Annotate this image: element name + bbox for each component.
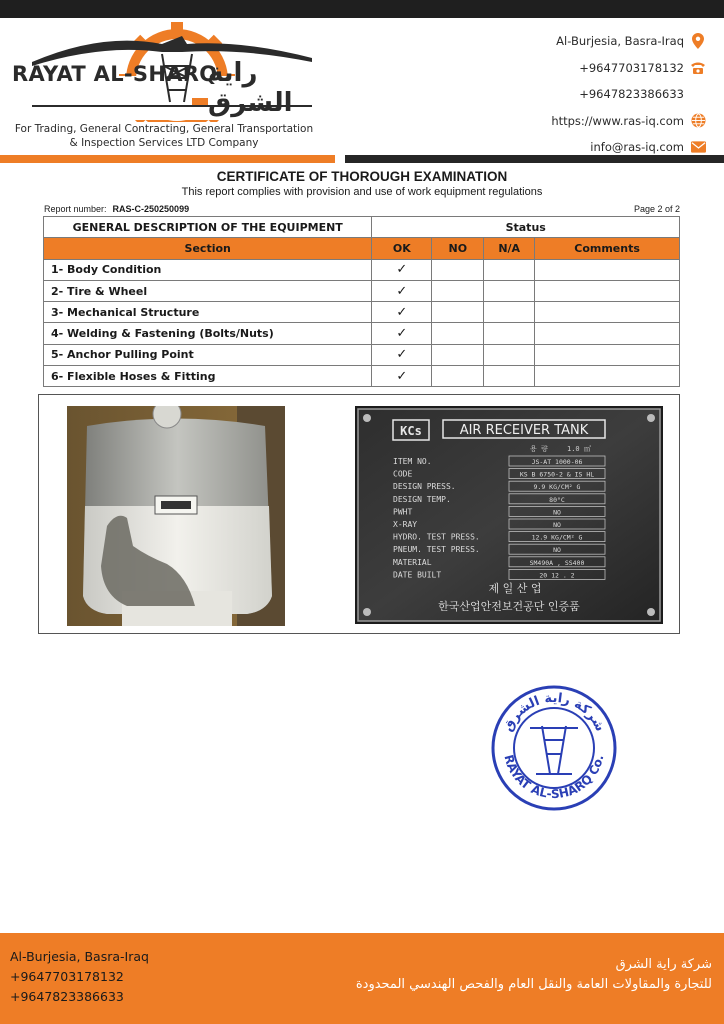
status-header: Status (372, 217, 680, 238)
nameplate-field-label: PWHT (393, 507, 413, 517)
maker-korean: 제 일 산 업 (488, 582, 542, 595)
seal-text-en: RAYAT AL-SHARQ Co. (501, 753, 607, 802)
general-description-header: GENERAL DESCRIPTION OF THE EQUIPMENT (44, 217, 372, 238)
table-row (44, 344, 680, 365)
divider-orange (0, 155, 335, 163)
no-cell (432, 344, 484, 365)
section-column-header: Section (44, 238, 372, 259)
contact-website[interactable] (466, 108, 706, 135)
report-number-label: Report number: (44, 204, 107, 214)
na-cell (484, 280, 535, 301)
comments-cell (535, 259, 680, 280)
nameplate-field-label: DESIGN PRESS. (393, 482, 456, 492)
row-section: 4- Welding & Fastening (Bolts/Nuts) (44, 323, 372, 344)
comments-cell (535, 302, 680, 323)
logo-text-en: RAYAT AL-SHARQ (12, 62, 218, 86)
check-mark-icon: ✓ (372, 344, 432, 365)
seal-text-ar: شركة راية الشرق (500, 690, 608, 735)
nameplate-field-label: MATERIAL (393, 557, 432, 567)
svg-text:RAYAT AL-SHARQ Co. (502, 753, 607, 801)
comments-cell (535, 280, 680, 301)
nameplate-field-value: 20 12 . 2 (539, 571, 575, 580)
nameplate-field-label: DESIGN TEMP. (393, 494, 451, 504)
contact-phone-2[interactable] (466, 81, 706, 108)
footer (0, 933, 724, 1024)
table-row (44, 280, 680, 301)
footer-arabic-line-1: شركة راية الشرق (615, 957, 712, 972)
header-divider (0, 155, 724, 163)
globe-icon (690, 113, 706, 129)
capacity-value: 1.0 ㎥ (567, 445, 591, 453)
contact-phone-1[interactable] (466, 55, 706, 82)
nameplate-field-value: NO (553, 546, 561, 555)
nameplate-field-value: 80°C (549, 495, 565, 504)
row-section: 1- Body Condition (44, 259, 372, 280)
comments-cell (535, 323, 680, 344)
nameplate-field-value: SM490A , SS400 (529, 558, 585, 567)
nameplate-field-value: NO (553, 521, 561, 529)
phone-icon (690, 60, 706, 76)
kcs-mark: KCs (400, 424, 422, 438)
comments-column-header: Comments (535, 238, 680, 259)
nameplate-field-label: HYDRO. TEST PRESS. (393, 532, 480, 542)
tank-photo (67, 406, 285, 626)
report-line (44, 204, 680, 214)
table-row (44, 366, 680, 387)
nameplate-field-value: 12.9 KG/CM² G (531, 533, 583, 542)
na-cell (484, 323, 535, 344)
no-cell (432, 280, 484, 301)
tagline-line-1: For Trading, General Contracting, General Transportation (14, 123, 314, 135)
report-number: RAS-C-250250099 (112, 204, 190, 214)
equipment-photos (38, 394, 680, 634)
check-mark-icon: ✓ (372, 366, 432, 387)
letterhead (0, 18, 724, 158)
row-section: 3- Mechanical Structure (44, 302, 372, 323)
no-cell (432, 323, 484, 344)
nameplate-field-label: CODE (393, 469, 413, 479)
cert-korean: 한국산업안전보건공단 인증품 (438, 600, 580, 613)
company-logo (12, 22, 332, 122)
company-tagline (14, 122, 314, 150)
phone-2-text[interactable]: +9647823386633 (579, 87, 684, 102)
contact-address (466, 28, 706, 55)
location-pin-icon (690, 33, 706, 49)
contact-block (466, 28, 706, 161)
comments-cell (535, 344, 680, 365)
inspection-status-table (43, 216, 680, 387)
company-seal (490, 684, 618, 812)
no-column-header: NO (432, 238, 484, 259)
ok-column-header: OK (372, 238, 432, 259)
nameplate-field-label: PNEUM. TEST PRESS. (393, 545, 480, 555)
row-section: 6- Flexible Hoses & Fitting (44, 366, 372, 387)
page-indicator: Page 2 of 2 (633, 204, 680, 214)
footer-arabic-line-2: للتجارة والمقاولات العامة والنقل العام والفحص الهندسي المحدودة (355, 977, 712, 992)
check-mark-icon: ✓ (372, 280, 432, 301)
nameplate-field-label: DATE BUILT (393, 570, 442, 580)
no-cell (432, 302, 484, 323)
footer-contact (10, 947, 149, 1007)
nameplate-field-value: 9.9 KG/CM² G (533, 483, 581, 492)
row-section: 2- Tire & Wheel (44, 280, 372, 301)
phone-1-text[interactable]: +9647703178132 (579, 60, 684, 75)
table-row (44, 323, 680, 344)
table-row (44, 259, 680, 280)
nameplate-title: AIR RECEIVER TANK (459, 423, 589, 438)
na-cell (484, 259, 535, 280)
website-text[interactable]: https://www.ras-iq.com (551, 113, 684, 128)
capacity-label: 용 량 (530, 445, 548, 453)
envelope-icon (690, 139, 706, 155)
logo-text-ar: راية الشرق (208, 58, 293, 118)
top-dark-bar (0, 0, 724, 18)
seal-icon (490, 684, 618, 812)
check-mark-icon: ✓ (372, 302, 432, 323)
no-cell (432, 366, 484, 387)
no-cell (432, 259, 484, 280)
email-text[interactable]: info@ras-iq.com (590, 140, 684, 155)
certificate-title: CERTIFICATE OF THOROUGH EXAMINATION (216, 169, 508, 184)
nameplate-field-value: KS B 6750-2 & IS HL (519, 470, 595, 479)
nameplate-field-value: NO (553, 508, 561, 517)
tagline-line-2: & Inspection Services LTD Company (69, 137, 259, 149)
comments-cell (535, 366, 680, 387)
address-text: Al-Burjesia, Basra-Iraq (556, 34, 684, 49)
na-cell (484, 344, 535, 365)
row-section: 5- Anchor Pulling Point (44, 344, 372, 365)
footer-phone-2[interactable]: +9647823386633 (10, 989, 124, 1004)
nameplate-field-label: X-RAY (393, 520, 418, 529)
na-column-header: N/A (484, 238, 535, 259)
check-mark-icon: ✓ (372, 259, 432, 280)
nameplate-field-value: JS-AT 1000-06 (531, 458, 583, 466)
na-cell (484, 302, 535, 323)
footer-address: Al-Burjesia, Basra-Iraq (10, 949, 149, 964)
check-mark-icon: ✓ (372, 323, 432, 344)
table-row (44, 302, 680, 323)
na-cell (484, 366, 535, 387)
certificate-subtitle: This report complies with provision and use of work equipment regulations (181, 186, 543, 198)
footer-arabic (356, 955, 712, 995)
footer-phone-1[interactable]: +9647703178132 (10, 969, 124, 984)
divider-dark (345, 155, 724, 163)
nameplate-photo (355, 406, 663, 624)
nameplate-field-label: ITEM NO. (393, 457, 432, 466)
